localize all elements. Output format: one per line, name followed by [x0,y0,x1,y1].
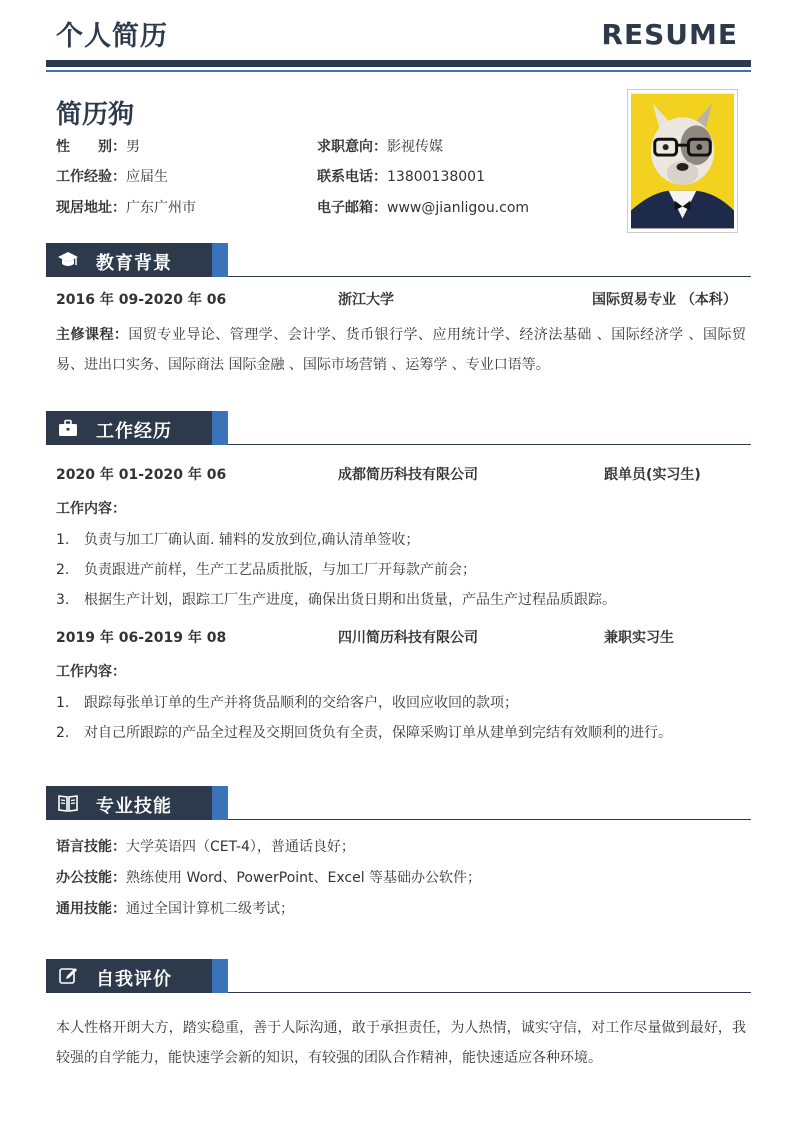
job-role: 兼职实习生 [604,630,674,646]
courses-text: 国贸专业导论、管理学、会计学、货币银行学、应用统计学、经济法基础 、国际经济学 、国际贸易、进出口实务、国际商法 国际金融 、国际市场营销 、运筹学 、专业口语等。 [56,327,746,373]
job-duty-item: 2. 负责跟进产前样，生产工艺品质批版，与加工厂开每款产前会； [56,562,476,578]
section-self-eval-header [46,959,751,993]
address-value: 广东广州市 [126,200,196,216]
section-self-eval-title: 自我评价 [96,969,172,990]
education-period: 2016 年 09-2020 年 06 [56,292,227,308]
phone-label: 联系电话： [317,169,387,185]
skill-language-value: 大学英语四（CET-4），普通话良好； [126,839,355,855]
email-value: www@jianligou.com [387,200,530,216]
pencil-edit-icon [57,966,79,986]
job-period: 2020 年 01-2020 年 06 [56,467,227,483]
header-divider-thin [46,70,751,72]
job-duty-item: 1. 负责与加工厂确认面. 辅料的发放到位,确认清单签收； [56,532,420,548]
email-row [317,198,529,218]
intent-row [317,137,443,157]
section-education-title: 教育背景 [96,253,172,274]
intent-label: 求职意向： [317,139,387,155]
dog-portrait-image [631,93,734,229]
candidate-name: 简历狗 [56,100,135,130]
section-skills-header [46,786,751,820]
briefcase-icon [57,418,79,438]
intent-value: 影视传媒 [387,139,443,155]
skill-office [56,868,481,888]
job-content-label: 工作内容： [56,664,126,680]
job-duty-item: 3. 根据生产计划，跟踪工厂生产进度，确保出货日期和出货量，产品生产过程品质跟踪。 [56,592,616,608]
resume-label: RESUME [601,18,738,51]
phone-value: 13800138001 [387,169,485,185]
gender-label: 性 别： [56,139,126,155]
skill-office-label: 办公技能： [56,870,126,886]
address-row [56,198,196,218]
education-courses [56,320,746,380]
skill-language-label: 语言技能： [56,839,126,855]
education-school: 浙江大学 [338,292,394,308]
courses-label: 主修课程： [56,327,129,343]
experience-value: 应届生 [126,169,168,185]
job-company: 成都简历科技有限公司 [338,467,478,483]
email-label: 电子邮箱： [317,200,387,216]
education-major: 国际贸易专业 （本科） [592,292,737,308]
book-icon [57,793,79,813]
page-title: 个人简历 [56,21,168,52]
gender-value: 男 [126,139,140,155]
profile-photo [627,89,738,233]
address-label: 现居地址： [56,200,126,216]
section-work-header [46,411,751,445]
phone-row [317,167,485,187]
self-eval-text: 本人性格开朗大方，踏实稳重，善于人际沟通，敢于承担责任，为人热情，诚实守信，对工作尽量做到最好，我较强的自学能力，能快速学会新的知识，有较强的团队合作精神，能快速适应各种环境。 [56,1020,746,1066]
skill-office-value: 熟练使用 Word、PowerPoint、Excel 等基础办公软件； [126,870,482,886]
section-skills-title: 专业技能 [96,796,172,817]
job-role: 跟单员(实习生) [604,467,701,483]
skill-general-value: 通过全国计算机二级考试； [126,901,294,917]
section-work-title: 工作经历 [96,421,172,442]
skill-general-label: 通用技能： [56,901,126,917]
job-content-label: 工作内容： [56,501,126,517]
skill-general [56,899,294,919]
skill-language [56,837,355,857]
gender-row [56,137,140,157]
job-company: 四川简历科技有限公司 [338,630,478,646]
job-period: 2019 年 06-2019 年 08 [56,630,227,646]
header-divider-thick [46,60,751,67]
job-duty-item: 2. 对自己所跟踪的产品全过程及交期回货负有全责，保障采购订单从建单到完结有效顺利的进行。 [56,725,672,741]
experience-row [56,167,168,187]
section-education-header [46,243,751,277]
experience-label: 工作经验： [56,169,126,185]
graduation-cap-icon [57,250,79,270]
job-duty-item: 1. 跟踪每张单订单的生产并将货品顺利的交给客户，收回应收回的款项； [56,695,518,711]
